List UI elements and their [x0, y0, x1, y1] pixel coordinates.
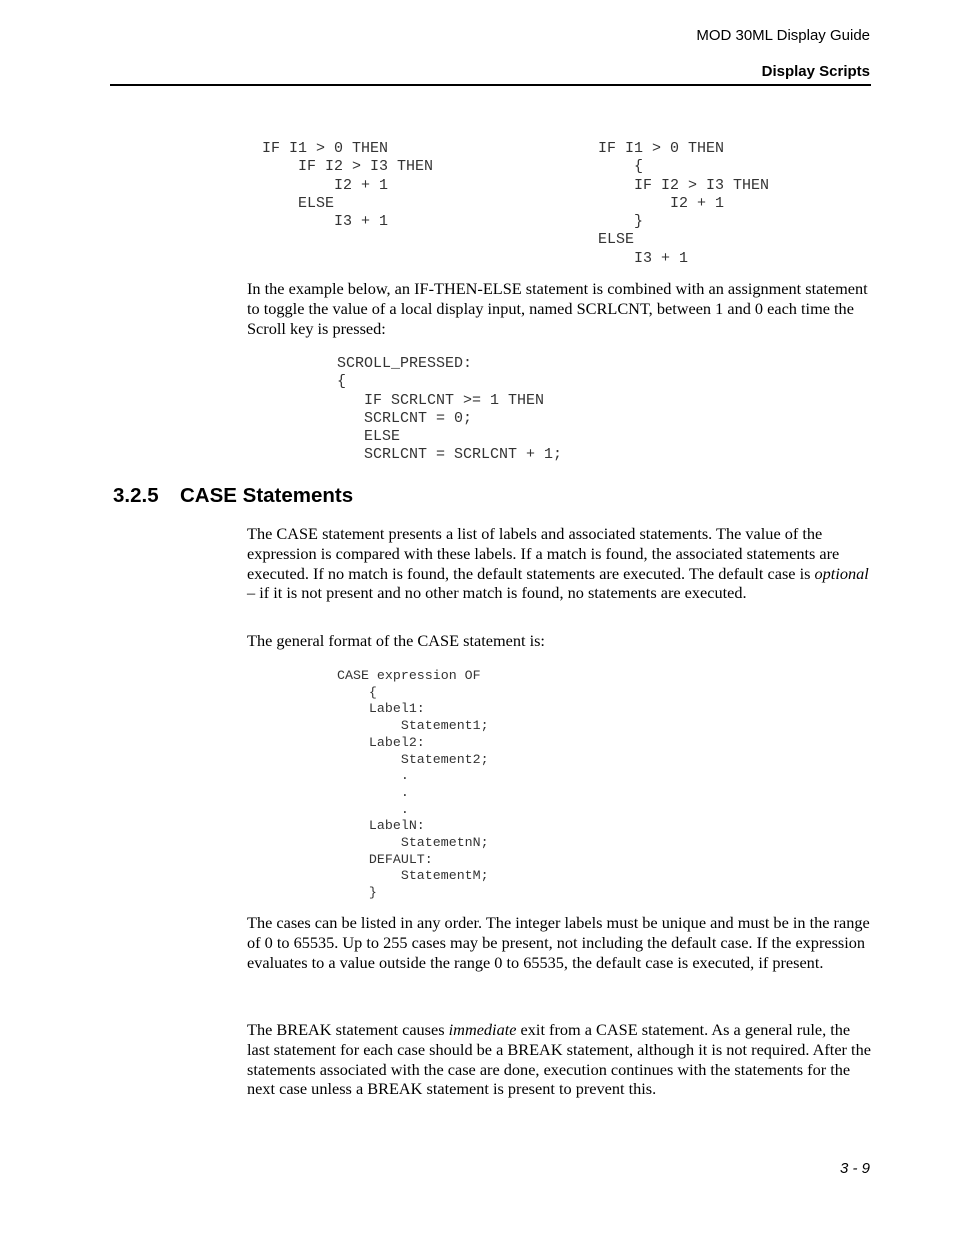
- section-heading: [113, 484, 353, 508]
- code-example-scroll-pressed: SCROLL_PRESSED: { IF SCRLCNT >= 1 THEN SCRLCNT = 0; ELSE SCRLCNT = SCRLCNT + 1;: [337, 355, 563, 464]
- paragraph-case-description: The CASE statement presents a list of labels and associated statements. The value of the expression is compared with these labels. If a match is found, the associated statements are executed. If no match is found, the default statements are executed. The default case is optional – if it is not present and no other match is found, no statements are executed.: [247, 524, 869, 603]
- emphasis-immediate: immediate: [448, 1020, 517, 1039]
- section-number: 3.2.5: [113, 484, 159, 507]
- paragraph-break-statement: The BREAK statement causes immediate exit from a CASE statement. As a general rule, the last statement for each case should be a BREAK statement, although it is not required. After the statements associated with the case are done, execution continues with the statements for the next case unless a BREAK statement is present to prevent this.: [247, 1020, 871, 1099]
- paragraph-if-then-else-intro: In the example below, an IF-THEN-ELSE statement is combined with an assignment statement to toggle the value of a local display input, named SCRLCNT, between 1 and 0 each time the Scroll key is pressed:: [247, 279, 868, 338]
- page-number: 3 - 9: [839, 1160, 870, 1177]
- section-title: CASE Statements: [180, 484, 354, 507]
- document-title: MOD 30ML Display Guide: [696, 27, 870, 44]
- code-example-nested-if: IF I1 > 0 THEN IF I2 > I3 THEN I2 + 1 ELSE I3 + 1: [262, 140, 434, 231]
- paragraph-case-order: The cases can be listed in any order. The integer labels must be unique and must be in the range of 0 to 65535. Up to 255 cases may be present, not including the default case. If the expression evaluates to a value outside the range 0 to 65535, the default case is executed, if present.: [247, 913, 870, 972]
- paragraph-general-format: The general format of the CASE statement is:: [247, 631, 545, 650]
- header-divider: [110, 84, 871, 86]
- section-header-title: Display Scripts: [761, 63, 870, 80]
- code-example-case-format: CASE expression OF { Label1: Statement1; Label2: Statement2; . . . LabelN: StatemetnN; DEFAULT: StatementM; }: [337, 668, 489, 901]
- code-example-braced-if: IF I1 > 0 THEN { IF I2 > I3 THEN I2 + 1 } ELSE I3 + 1: [598, 140, 770, 267]
- emphasis-optional: optional: [814, 563, 869, 583]
